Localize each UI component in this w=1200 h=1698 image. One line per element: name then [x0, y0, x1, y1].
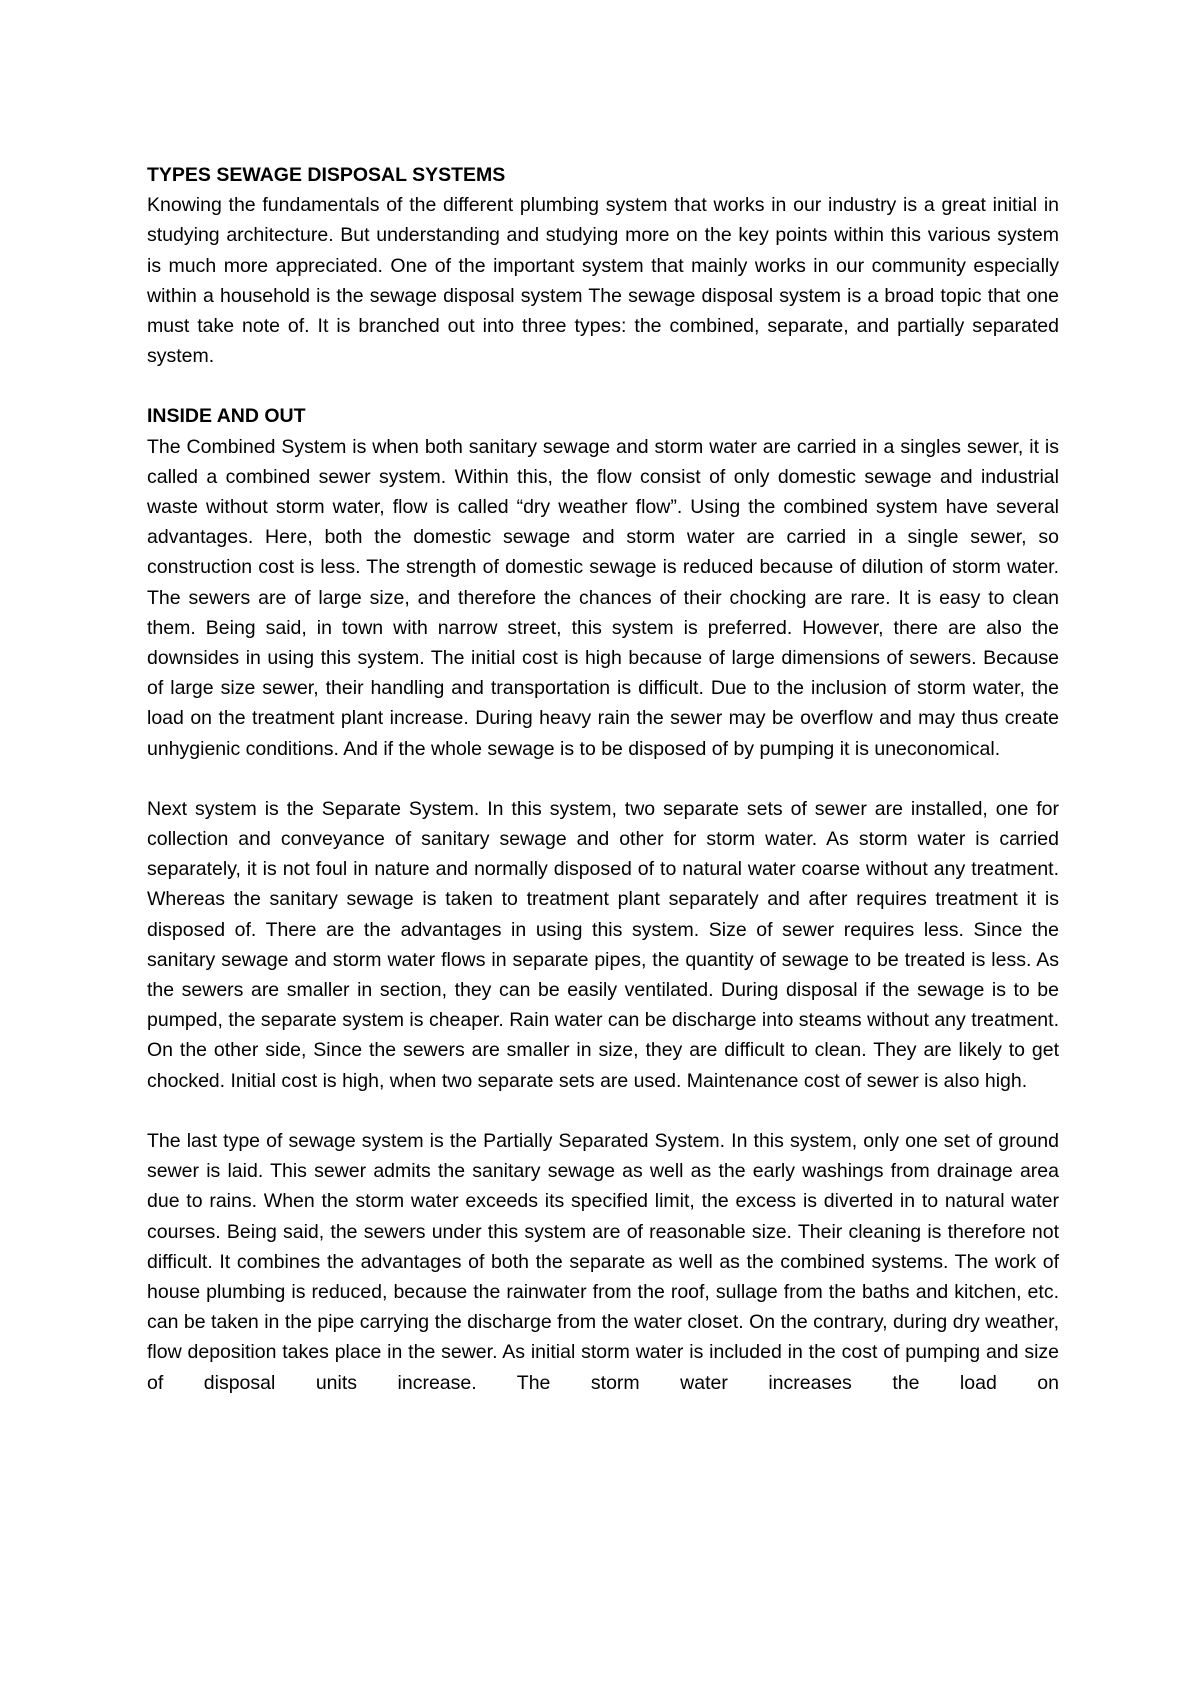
- paragraph-spacer: [147, 1096, 1059, 1126]
- separate-system-paragraph: Next system is the Separate System. In this system, two separate sets of sewer are installed, one for collection and conveyance of sanitary sewage and other for storm water. As storm water is carried separately, it is not foul in nature and normally disposed of to natural water coarse without any treatment. Whereas the sanitary sewage is taken to treatment plant separately and after requires treatment it is disposed of. There are the advantages in using this system. Size of sewer requires less. Since the sanitary sewage and storm water flows in separate pipes, the quantity of sewage to be treated is less. As the sewers are smaller in section, they can be easily ventilated. During disposal if the sewage is to be pumped, the separate system is cheaper. Rain water can be discharge into steams without any treatment. On the other side, Since the sewers are smaller in size, they are difficult to clean. They are likely to get chocked. Initial cost is high, when two separate sets are used. Maintenance cost of sewer is also high.: [147, 797, 1059, 1092]
- paragraph-spacer: [147, 371, 1059, 401]
- paragraph-spacer: [147, 764, 1059, 794]
- partially-separated-system-paragraph: The last type of sewage system is the Partially Separated System. In this system, only one set of ground sewer is laid. This sewer admits the sanitary sewage as well as the early washings from drainage area due to rains. When the storm water exceeds its specified limit, the excess is diverted in to natural water courses. Being said, the sewers under this system are of reasonable size. Their cleaning is therefore not difficult. It combines the advantages of both the separate as well as the combined systems. The work of house plumbing is reduced, because the rainwater from the roof, sullage from the baths and kitchen, etc. can be taken in the pipe carrying the discharge from the water closet. On the contrary, during dry weather, flow deposition takes place in the sewer. As initial storm water is included in the cost of pumping and size of disposal units increase. The storm water increases the load on: [147, 1129, 1059, 1394]
- section-heading: INSIDE AND OUT: [147, 405, 306, 428]
- combined-system-paragraph: The Combined System is when both sanitary sewage and storm water are carried in a singles sewer, it is called a combined sewer system. Within this, the flow consist of only domestic sewage and industrial waste without storm water, flow is called “dry weather flow”. Using the combined system have several advantages. Here, both the domestic sewage and storm water are carried in a single sewer, so construction cost is less. The strength of domestic sewage is reduced because of dilution of storm water. The sewers are of large size, and therefore the chances of their chocking are rare. It is easy to clean them. Being said, in town with narrow street, this system is preferred. However, there are also the downsides in using this system. The initial cost is high because of large dimensions of sewers. Because of large size sewer, their handling and transportation is difficult. Due to the inclusion of storm water, the load on the treatment plant increase. During heavy rain the sewer may be overflow and may thus create unhygienic conditions. And if the whole sewage is to be disposed of by pumping it is uneconomical.: [147, 435, 1059, 760]
- document-body: [147, 160, 1059, 1398]
- intro-paragraph: Knowing the fundamentals of the different plumbing system that works in our industry is a great initial in studying architecture. But understanding and studying more on the key points within this various system is much more appreciated. One of the important system that mainly works in our community especially within a household is the sewage disposal system The sewage disposal system is a broad topic that one must take note of. It is branched out into three types: the combined, separate, and partially separated system.: [147, 194, 1059, 368]
- document-title: TYPES SEWAGE DISPOSAL SYSTEMS: [147, 164, 506, 186]
